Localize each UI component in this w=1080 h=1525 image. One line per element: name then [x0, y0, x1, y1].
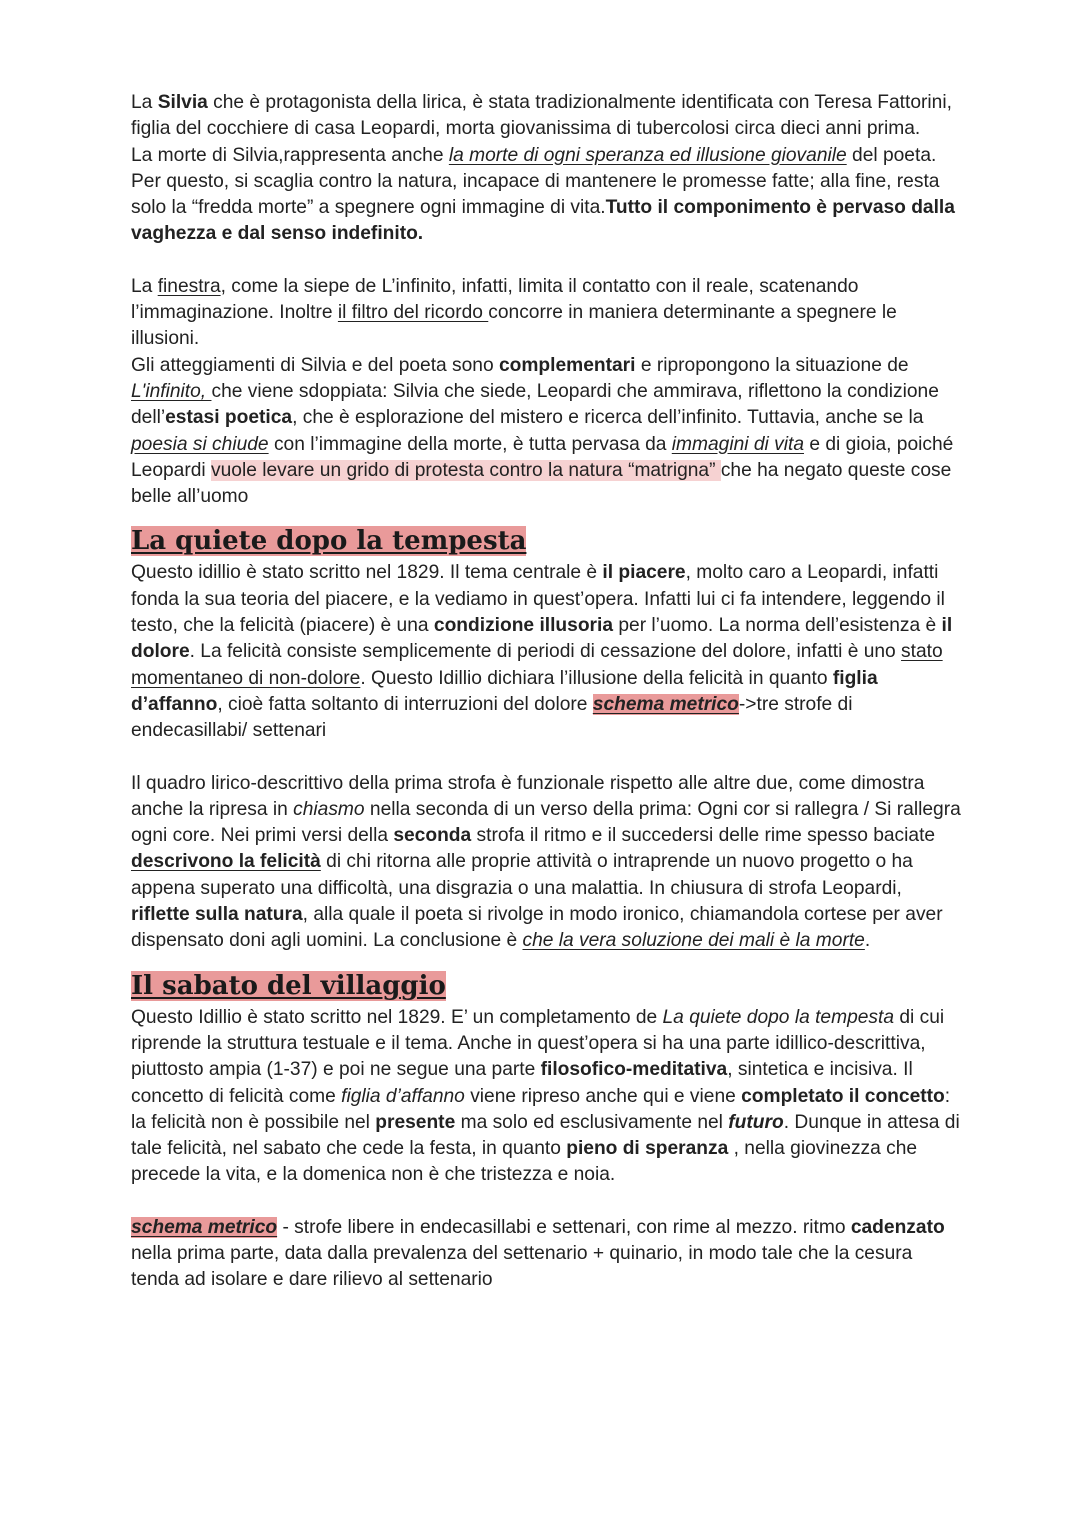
- text-run: estasi poetica: [165, 407, 293, 429]
- text-run: ->tre strofe di endecasillabi/ settenari: [131, 693, 853, 742]
- sabato-heading-text: Il sabato del villaggio: [131, 970, 446, 1001]
- text-run: per l’uomo. La norma dell’esistenza è: [613, 615, 942, 637]
- text-run: concorre in maniera determinante a spegnere le illusioni.: [131, 302, 897, 350]
- text-run: stato momentaneo di non-dolore: [131, 641, 943, 689]
- text-run: Il quadro lirico-descrittivo della prima strofa è funzionale rispetto alle altre due, come dimostra anche la ripresa in: [131, 772, 925, 820]
- text-run: futuro: [728, 1111, 784, 1133]
- text-run: che è protagonista della lirica, è stata tradizionalmente identificata con Teresa Fattorini, figlia del cocchiere di casa Leopardi, morta giovanissima di tubercolosi circa dieci anni prima.: [131, 92, 952, 140]
- text-run: filosofico-meditativa: [540, 1059, 728, 1081]
- sabato-heading: [131, 969, 961, 1003]
- text-run: Questo idillio è stato scritto nel 1829. Il tema centrale è: [131, 562, 603, 584]
- silvia-paragraph-4: [131, 353, 961, 511]
- text-run: .: [864, 930, 871, 952]
- text-run: di cui riprende la struttura testuale e il tema. Anche in quest’opera si ha una parte idillico-descrittiva, piuttosto ampia (1-37) e poi ne segue una parte: [131, 1006, 945, 1081]
- text-run: nella seconda di un verso della prima: Ogni cor si rallegra / Si rallegra ogni core. Nei primi versi della: [131, 798, 961, 847]
- text-run: completato il concetto: [741, 1085, 945, 1107]
- text-run: finestra: [157, 275, 221, 297]
- text-run: Tutto il componimento è pervaso dalla vaghezza e dal senso indefinito.: [131, 197, 955, 245]
- text-run: viene ripreso anche qui e viene: [464, 1085, 742, 1107]
- text-run: . Dunque in attesa di tale felicità, nel sabato che cede la festa, in quanto: [131, 1111, 960, 1160]
- text-run: L'infinito,: [131, 380, 212, 402]
- text-run: poesia si chiude: [131, 433, 269, 455]
- quiete-paragraph-1: [131, 560, 961, 744]
- text-run: il filtro del ricordo: [337, 302, 489, 324]
- text-run: schema metrico: [131, 1216, 278, 1238]
- text-run: Silvia: [157, 92, 208, 113]
- silvia-paragraph-1: [131, 90, 961, 143]
- text-run: che ha negato queste cose belle all’uomo: [131, 459, 952, 508]
- text-run: figlia d’affanno: [341, 1085, 465, 1107]
- sabato-paragraph-2: [131, 1215, 961, 1294]
- text-run: chiasmo: [293, 798, 365, 820]
- text-run: che la vera soluzione dei mali è la morte: [522, 930, 865, 952]
- text-run: vuole levare un grido di protesta contro la natura “matrigna”: [211, 459, 721, 481]
- text-run: del poeta. Per questo, si scaglia contro la natura, incapace di mantenere le promesse fatte; alla fine, resta solo la “fredda morte” a spegnere ogni immagine di vita.: [131, 144, 940, 219]
- quiete-heading-text: La quiete dopo la tempesta: [131, 526, 527, 557]
- text-run: , che è esplorazione del mistero e ricerca dell’infinito. Tuttavia, anche se la: [292, 407, 924, 429]
- text-run: e ripropongono la situazione de: [635, 354, 909, 376]
- text-run: descrivono la felicità: [131, 851, 321, 873]
- text-run: , sintetica e incisiva. Il concetto di felicità come: [131, 1059, 913, 1107]
- text-run: ma solo ed esclusivamente nel: [455, 1111, 729, 1133]
- text-run: e di gioia, poiché Leopardi: [131, 433, 954, 481]
- text-run: il dolore: [131, 615, 953, 663]
- text-run: La morte di Silvia,rappresenta anche: [131, 144, 449, 166]
- sabato-paragraph-1: [131, 1005, 961, 1189]
- text-run: con l’immagine della morte, è tutta pervasa da: [268, 433, 672, 455]
- text-run: . La felicità consiste semplicemente di periodi di cessazione del dolore, infatti è uno: [189, 641, 902, 663]
- text-run: La quiete dopo la tempesta: [662, 1006, 895, 1028]
- document-page: [131, 90, 961, 1294]
- text-run: , molto caro a Leopardi, infatti fonda la sua teoria del piacere, e la vediamo in quest’opera. Infatti lui ci fa intendere, leggendo il testo, che la felicità (piacere) è una: [131, 562, 945, 637]
- text-run: : la felicità non è possibile nel: [131, 1085, 951, 1133]
- text-run: pieno di speranza: [566, 1138, 729, 1160]
- silvia-paragraph-3: [131, 274, 961, 353]
- text-run: il piacere: [602, 562, 686, 584]
- text-run: Questo Idillio è stato scritto nel 1829. E’ un completamento de: [131, 1006, 663, 1028]
- text-run: complementari: [498, 354, 636, 376]
- text-run: , nella giovinezza che precede la vita, e la domenica non è che tristezza e noia.: [131, 1138, 918, 1186]
- text-run: schema metrico: [592, 693, 739, 715]
- text-run: . Questo Idillio dichiara l’illusione della felicità in quanto: [360, 667, 833, 689]
- text-run: , come la siepe de L’infinito, infatti, limita il contatto con il reale, scatenando l’immaginazione. Inoltre: [131, 275, 859, 324]
- text-run: strofa il ritmo e il succedersi delle rime spesso baciate: [471, 825, 936, 847]
- text-run: riflette sulla natura: [131, 904, 303, 926]
- text-run: immagini di vita: [671, 433, 804, 455]
- text-run: Gli atteggiamenti di Silvia e del poeta sono: [131, 354, 499, 376]
- text-run: La: [131, 275, 158, 297]
- text-run: presente: [375, 1111, 456, 1133]
- text-run: nella prima parte, data dalla prevalenza del settenario + quinario, in modo tale che la cesura tenda ad isolare e dare rilievo al settenario: [131, 1242, 913, 1291]
- quiete-heading: [131, 524, 961, 558]
- text-run: condizione illusoria: [433, 615, 614, 637]
- text-run: che viene sdoppiata: Silvia che siede, Leopardi che ammirava, riflettono la condizione dell’: [131, 380, 939, 429]
- text-run: , cioè fatta soltanto di interruzioni del dolore: [217, 693, 593, 715]
- text-run: la morte di ogni speranza ed illusione giovanile: [448, 144, 847, 166]
- text-run: di chi ritorna alle proprie attività o intraprende un nuovo progetto o ha appena superato una difficoltà, una disgrazia o una malattia. In chiusura di strofa Leopardi,: [131, 851, 913, 899]
- text-run: figlia d’affanno: [131, 667, 878, 715]
- text-run: , alla quale il poeta si rivolge in modo ironico, chiamandola cortese per aver dispensato doni agli uomini. La conclusione è: [131, 904, 943, 952]
- silvia-paragraph-2: [131, 143, 961, 248]
- quiete-paragraph-2: [131, 771, 961, 955]
- text-run: cadenzato: [850, 1216, 945, 1238]
- text-run: La: [131, 92, 158, 113]
- text-run: - strofe libere in endecasillabi e settenari, con rime al mezzo. ritmo: [277, 1216, 851, 1238]
- text-run: seconda: [393, 825, 472, 847]
